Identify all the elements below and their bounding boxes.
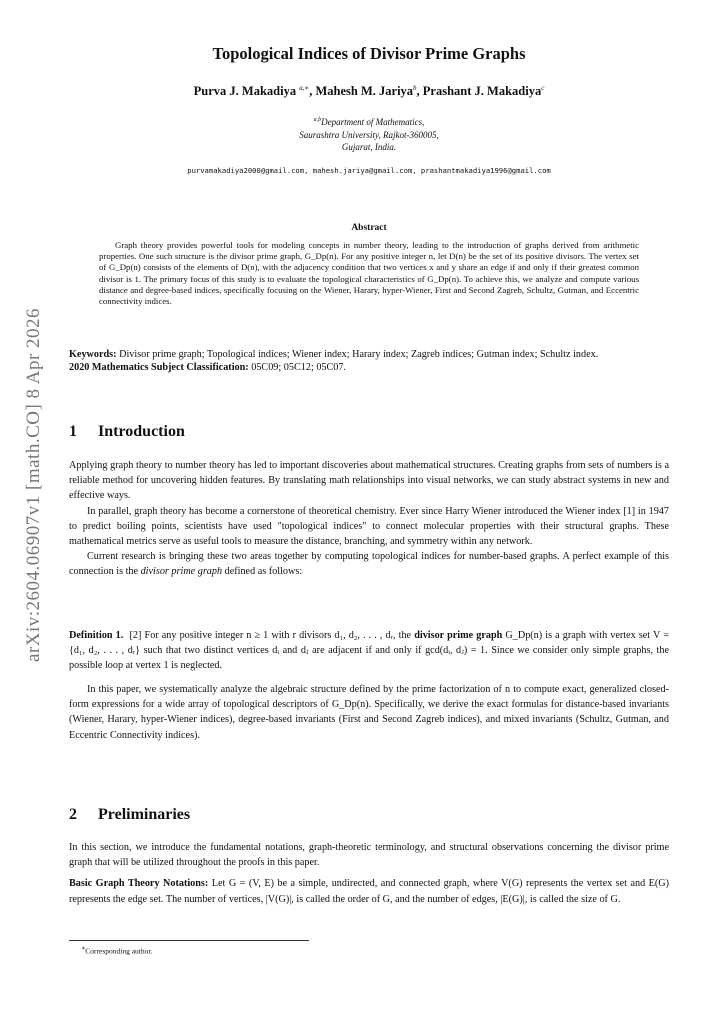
paragraph: Applying graph theory to number theory has led to important discoveries about mathematical structures. Creating graphs from sets of numbers is a reliable method for uncovering hidden features. By translating math relationships into visual networks, we can study abstract systems in new and effective ways. [69,460,669,502]
msc-label: 2020 Mathematics Subject Classification: [69,362,249,373]
section-heading-introduction [69,423,185,441]
author-mark: a,∗ [299,84,310,92]
paragraph: In this section, we introduce the fundamental notations, graph-theoretic terminology, and structural observations concerning the divisor prime graph that will be utilized throughout the proofs in this paper. [69,842,669,869]
affiliation-mark: a,b [313,117,322,123]
abstract-heading: Abstract [351,223,387,233]
author-name: Prashant J. Makadiya [422,84,542,99]
author-mark: b [413,84,417,92]
affiliation-line: Gujarat, India. [341,142,397,152]
keywords-block [69,348,669,374]
paragraph [69,549,669,579]
affiliation [69,114,669,154]
author-list: Purva J. Makadiya $^{a,∗}$, Mahesh M. Jariya$^b$, Prashant J. Makadiya$^c$ [193,84,545,99]
emphasized-term: divisor prime graph [140,566,223,578]
section-number: 1 [69,423,77,440]
author-name: Purva J. Makadiya [193,84,297,99]
section-number: 2 [69,806,77,823]
affiliation-line: Department of Mathematics, [321,117,425,127]
arxiv-identifier: arXiv:2604.06907v1 [math.CO] 8 Apr 2026 [23,307,45,663]
keywords-text: Divisor prime graph; Topological indices; Wiener index; Harary index; Zagreb indices; Gutman index; Schultz index. [119,349,599,360]
citation-link[interactable]: [2] [129,630,142,641]
definition-text: For any positive integer n ≥ 1 with r divisors d₁, d₂, . . . , dᵣ, the [144,630,412,641]
definition-block [69,628,669,674]
paragraph: In this paper, we systematically analyze the algebraic structure defined by the prime factorization of n to compute exact, generalized closed-form expressions for a wide array of topological descriptors of G_Dp(n). Specifically, we derive the exact formulas for distance-based invariants (Wiener, Harary, hyper-Wiener indices), degree-based invariants (First and Second Zagreb indices), and mixed invariants (Schultz, Gutman, and Eccentric Connectivity indices). [69,684,669,741]
section-title: Introduction [98,423,185,440]
paragraph-text: Let G = (V, E) be a simple, undirected, and connected graph, where V(G) represents the vertex set and E(G) represents the edge set. The number of vertices, |V(G)|, is called the order of G, and the number of edges, |E(G)|, is called the size of G. [69,878,670,905]
definition-label: Definition 1. [69,630,124,641]
introduction-body [69,458,669,580]
footnote [81,945,152,956]
preliminaries-body [69,840,669,913]
paragraph-text: Current research is bringing these two areas together by computing topological indices for number-based graphs. A perfect example of this connection is the [69,551,669,578]
keywords-label: Keywords: [69,349,117,360]
footnote-text: Corresponding author. [85,946,153,956]
msc-text: 05C09; 05C12; 05C07. [251,362,347,373]
introduction-closing [69,682,669,743]
paper-title: Topological Indices of Divisor Prime Graphs [212,44,526,63]
arxiv-sidebar [4,290,64,680]
paragraph [69,876,669,906]
section-heading-preliminaries [69,806,190,824]
footnote-rule [69,940,309,941]
author-mark: c [541,84,545,92]
footnote-mark: ∗ [81,945,86,952]
paragraph-text: defined as follows: [224,566,303,578]
affiliation-line: Saurashtra University, Rajkot-360005, [299,129,439,140]
author-name: Mahesh M. Jariya [315,84,414,99]
abstract-text: Graph theory provides powerful tools for modeling concepts in number theory, leading to the introduction of graphs derived from arithmetic properties. One such structure is the divisor prime graph, G_Dp(n). For any positive integer n, let D(n) be the set of its positive divisors. The vertex set of G_Dp(n) consists of the elements of D(n), with the adjacency condition that two vertices x and y share an edge if and only if their greatest common divisor is 1. The primary focus of this study is to evaluate the topological characteristics of G_Dp(n). To achieve this, we analyze and compute various distance and degree-based indices, specifically focusing on the Wiener, Harary, hyper-Wiener, First and Second Zagreb, Schultz, Gutman, and Eccentric connectivity indices. [99,240,639,307]
definition-term: divisor prime graph [414,630,503,641]
paragraph: In parallel, graph theory has become a cornerstone of theoretical chemistry. Ever since Harry Wiener introduced the Wiener index [1] in 1947 to predict boiling points, scientists have used "topological indices" to connect molecular properties with their structural graphs. These mathematical metrics serve as useful tools to measure the distance, branching, and symmetry within any network. [69,505,669,548]
section-title: Preliminaries [98,806,191,823]
definition-text: G_Dp(n) is a graph with vertex set V = {d₁, d₂, . . . , dᵣ} such that two distinct vertices dᵢ and dⱼ are adjacent if and only if gcd(dᵢ, dⱼ) = 1. Since we consider only simple graphs, the possible loop at vertex 1 is neglected. [69,630,670,672]
notation-label: Basic Graph Theory Notations: [69,878,209,890]
abstract-body [99,240,639,307]
author-emails: purvamakadiya2000@gmail.com, mahesh.jariya@gmail.com, prashantmakadiya1996@gmail.com [187,166,551,175]
